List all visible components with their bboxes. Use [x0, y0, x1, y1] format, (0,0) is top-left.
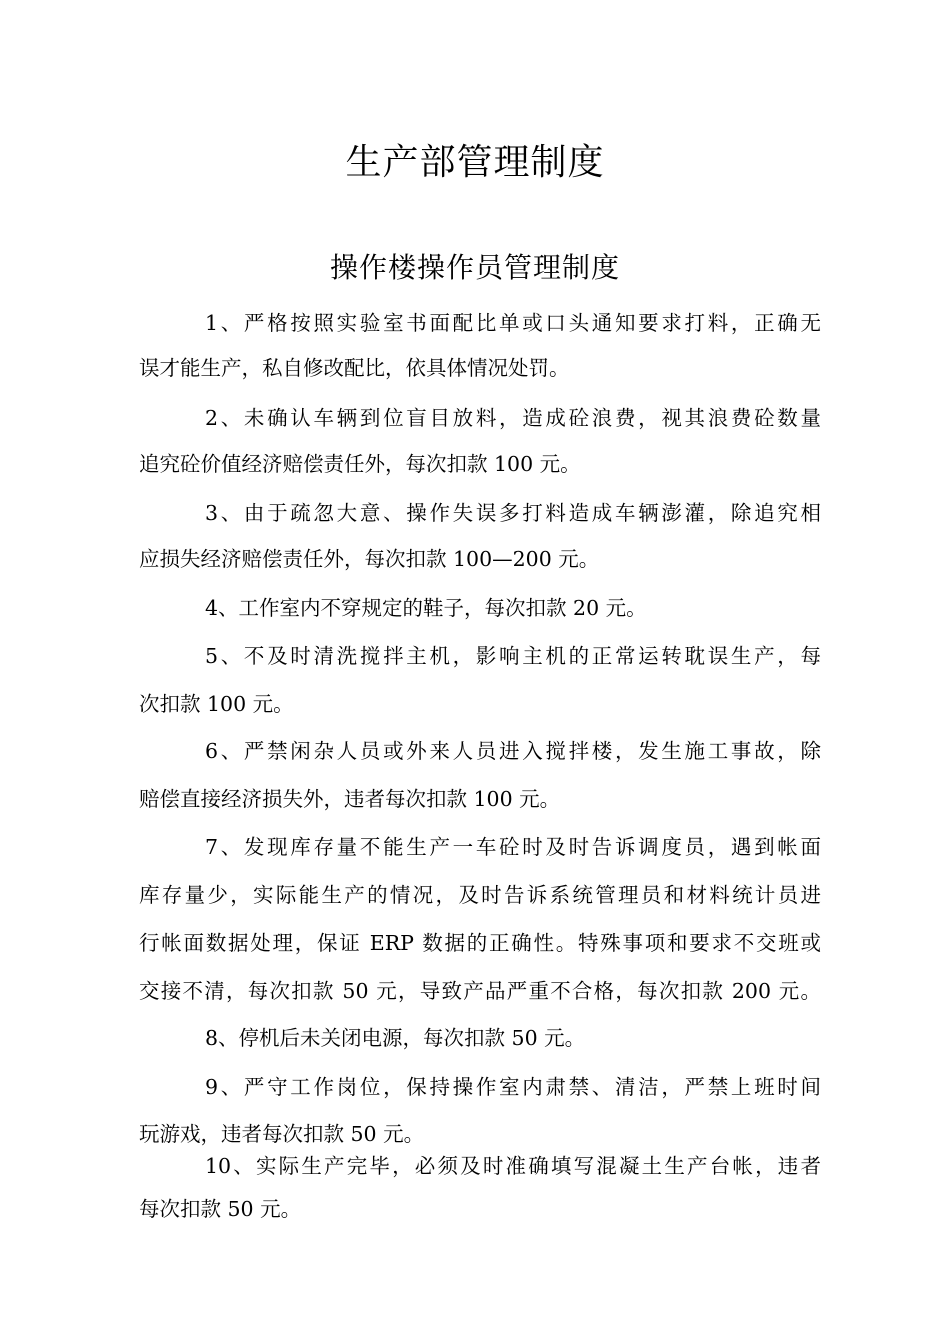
- rule-2-line-1: 2、未确认车辆到位盲目放料，造成砼浪费，视其浪费砼数量: [205, 406, 821, 430]
- rule-8-line-1: 8、停机后未关闭电源，每次扣款 50 元。: [205, 1026, 586, 1050]
- rule-6-line-2: 赔偿直接经济损失外，违者每次扣款 100 元。: [139, 787, 561, 811]
- rule-5-line-1: 5、不及时清洗搅拌主机，影响主机的正常运转耽误生产，每: [205, 644, 821, 668]
- rule-7-line-4: 交接不清，每次扣款 50 元，导致产品严重不合格，每次扣款 200 元。: [139, 979, 821, 1003]
- rule-5-line-2: 次扣款 100 元。: [139, 692, 294, 716]
- rule-7-line-2: 库存量少，实际能生产的情况，及时告诉系统管理员和材料统计员进: [139, 883, 821, 907]
- rules-list: [139, 0, 821, 1344]
- rule-1-line-1: 1、严格按照实验室书面配比单或口头通知要求打料，正确无: [205, 311, 821, 335]
- rule-2-line-2: 追究砼价值经济赔偿责任外，每次扣款 100 元。: [139, 452, 581, 476]
- rule-3-line-1: 3、由于疏忽大意、操作失误多打料造成车辆澎灌，除追究相: [205, 501, 821, 525]
- rule-7-line-1: 7、发现库存量不能生产一车砼时及时告诉调度员，遇到帐面: [205, 835, 821, 859]
- rule-6-line-1: 6、严禁闲杂人员或外来人员进入搅拌楼，发生施工事故，除: [205, 739, 821, 763]
- rule-7-line-3: 行帐面数据处理，保证 ERP 数据的正确性。特殊事项和要求不交班或: [139, 931, 821, 955]
- rule-9-line-2: 玩游戏，违者每次扣款 50 元。: [139, 1122, 425, 1146]
- rule-3-line-2: 应损失经济赔偿责任外，每次扣款 100—200 元。: [139, 547, 600, 571]
- rule-4-line-1: 4、工作室内不穿规定的鞋子，每次扣款 20 元。: [205, 596, 647, 620]
- rule-1-line-2: 误才能生产，私自修改配比，依具体情况处罚。: [139, 356, 570, 380]
- section-title: 操作楼操作员管理制度: [329, 251, 620, 284]
- rule-9-line-1: 9、严守工作岗位，保持操作室内肃禁、清洁，严禁上班时间: [205, 1075, 821, 1099]
- rule-10-line-2: 每次扣款 50 元。: [139, 1197, 302, 1221]
- rule-10-line-1: 10、实际生产完毕，必须及时准确填写混凝土生产台帐，违者: [205, 1154, 821, 1178]
- page-title: 生产部管理制度: [345, 142, 605, 183]
